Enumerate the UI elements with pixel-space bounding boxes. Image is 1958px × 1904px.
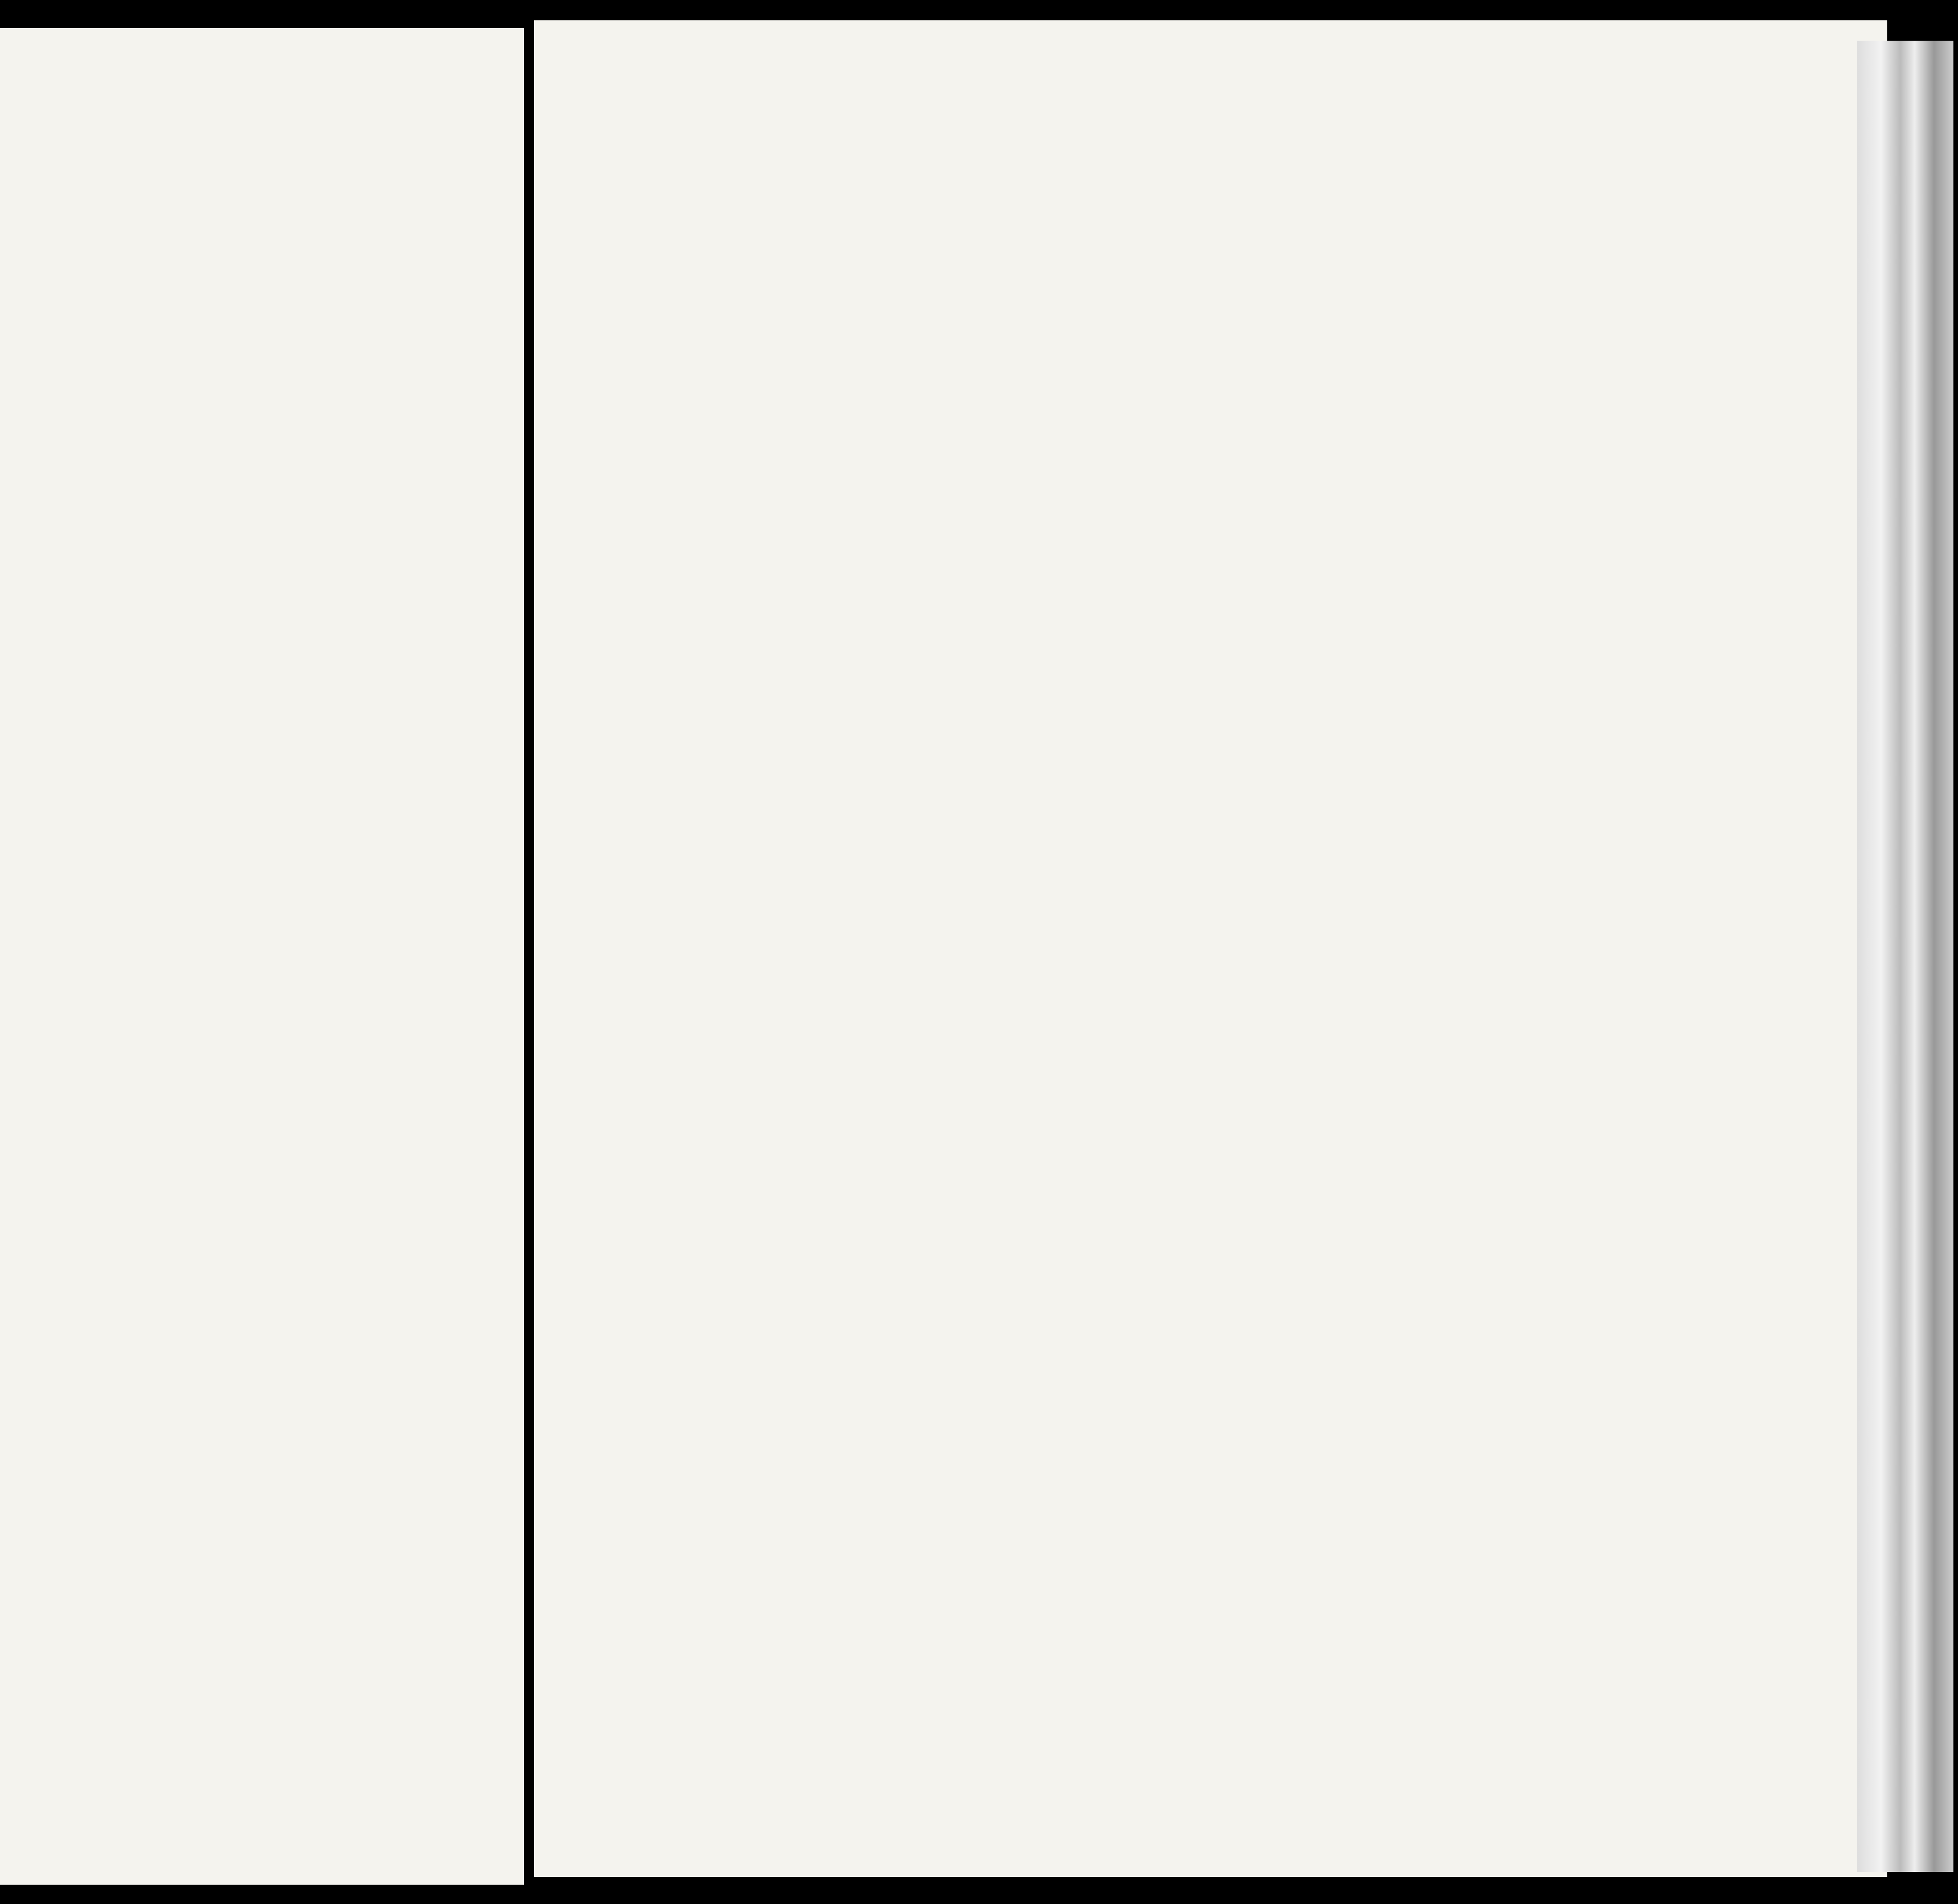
right-page — [534, 20, 1887, 1877]
page-stack-edge — [1857, 41, 1953, 1872]
left-page — [0, 28, 524, 1885]
